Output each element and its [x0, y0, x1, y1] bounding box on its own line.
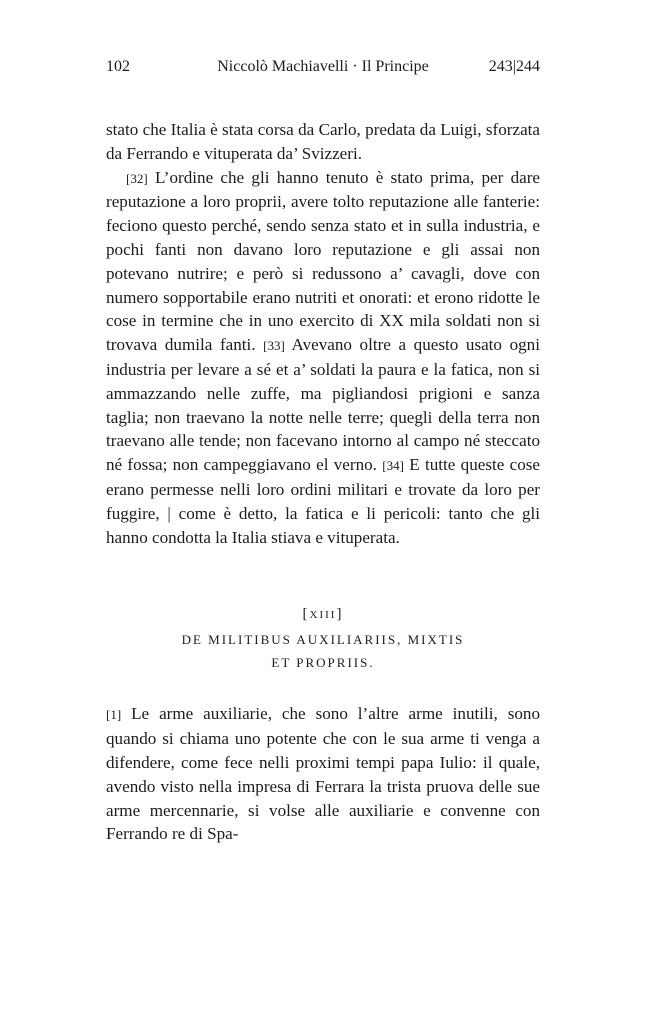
chapter-text [106, 702, 540, 846]
book-page [106, 58, 540, 846]
chapter-title-line-1: DE MILITIBUS AUXILIARIIS, MIXTIS [181, 632, 465, 648]
page-number: 102 [106, 58, 130, 75]
section-ref-32: [32] [126, 170, 148, 186]
chapter-title-line-2: ET PROPRIIS. [271, 655, 375, 671]
paragraph-33-text: Avevano oltre a questo usato ogni industria per levare a sé et a’ soldati la paura e la fatica, non si ammazzando nelle zuffe, ma pigliandosi prigioni e sanza taglia; non traevano la notte nelle terre; quegli della terra non traevano alle tende; non facevano intorno al campo né steccato né fossa; non campeggiavano el verno. [106, 335, 540, 475]
chapter-heading [106, 603, 540, 674]
chapter-number: [xiii] [302, 606, 344, 623]
running-title: Niccolò Machiavelli · Il Principe [217, 58, 429, 75]
paragraph-32-text: L’ordine che gli hanno tenuto è stato prima, per dare reputazione a loro proprii, avere tolto reputazione alle fanterie: feciono questo perché, sendo senza stato et in sulla industria, e pochi fanti non davano loro reputazione e gli assai non potevano nutrire; e però si redussono a’ cavagli, dove con numero sopportabile erano nutriti et onorati: et erono ridotte le cose in termine che in uno exercito di XX mila soldati non si trovava dumila fanti. [106, 167, 540, 355]
folio-reference: 243|244 [488, 58, 540, 75]
paragraph-32 [106, 166, 540, 550]
chapter-paragraph-1 [106, 702, 540, 846]
running-header [106, 58, 540, 82]
chapter-paragraph-1-text: Le arme auxiliarie, che sono l’altre arme inutili, sono quando si chiama uno potente che con le sua arme ti venga a difendere, come fece nelli proximi tempi papa Iulio: il quale, avendo visto nella impresa di Ferrara la trista pruova delle sue arme mercennarie, si volse alle auxiliarie e convenne con Ferrando re di Spa- [106, 704, 540, 844]
paragraph-34-text: E tutte queste cose erano permesse nelli loro ordini militari e trovate da loro per fuggire, | come è detto, la fatica e li pericoli: tanto che gli hanno condotta la Italia stiava e vituperata. [106, 455, 541, 547]
section-ref-34: [34] [382, 458, 404, 474]
section-ref-1: [1] [106, 707, 122, 723]
paragraph-continuation: stato che Italia è stata corsa da Carlo, predata da Luigi, sforzata da Ferrando e vituperata da’ Svizzeri. [106, 120, 540, 163]
main-text [106, 118, 540, 549]
section-ref-33: [33] [263, 338, 285, 354]
